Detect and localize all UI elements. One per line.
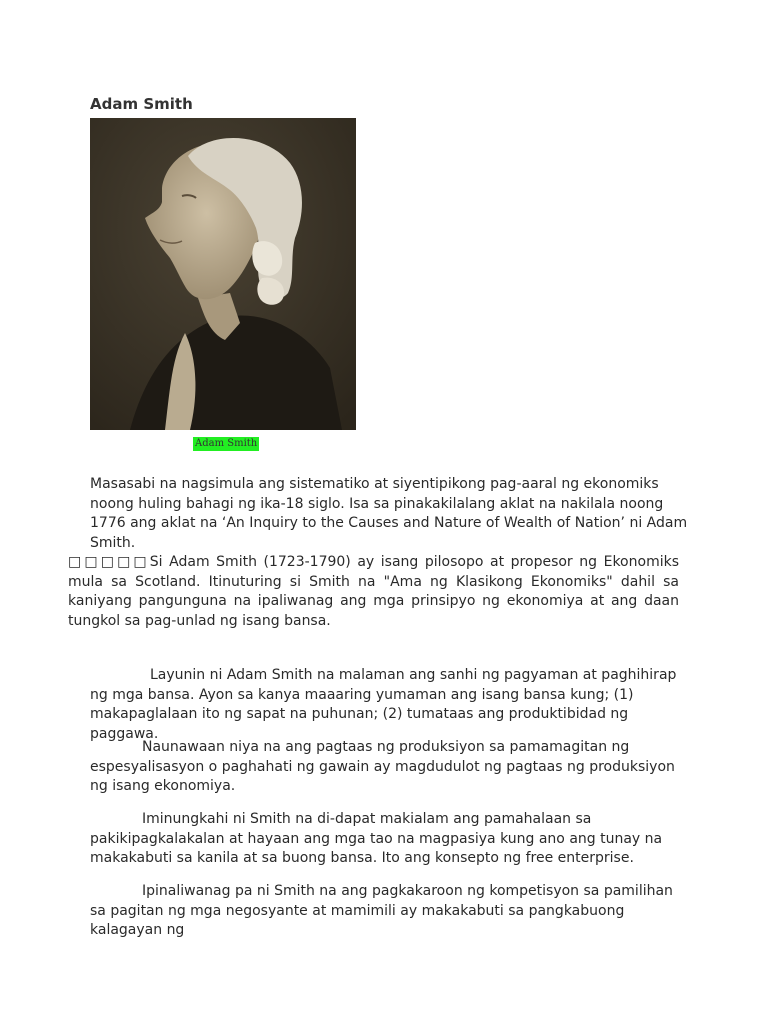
- page-title: Adam Smith: [90, 95, 193, 113]
- biography-paragraph: [68, 553, 679, 631]
- portrait-image: [90, 118, 356, 430]
- specialization-paragraph: Naunawaan niya na ang pagtaas ng produksiyon sa pamamagitan ng espesyalisasyon o paghahati ng gawain ay magdudulot ng pagtaas ng produksiyon ng isang ekonomiya.: [90, 739, 675, 794]
- competition-paragraph: Ipinaliwanag pa ni Smith na ang pagkakaroon ng kompetisyon sa pamilihan sa pagitan ng mga negosyante at mamimili ay makakabuti sa pangkabuong kalagayan ng: [90, 883, 673, 938]
- free-enterprise-paragraph: Iminungkahi ni Smith na di-dapat makialam ang pamahalaan sa pakikipagkalakalan at hayaan ang mga tao na magpasiya kung ano ang tunay na makakabuti sa kanila at sa buong bansa. Ito ang konsepto ng free enterprise.: [90, 811, 663, 866]
- intro-paragraph: Masasabi na nagsimula ang sistematiko at siyentipikong pag-aaral ng ekonomiks noong huling bahagi ng ika-18 siglo. Isa sa pinakakilalang aklat na nakilala noong 1776 ang aklat na ‘An Inquiry to the Causes and Nature of Wealth of Nation’ ni Adam Smith.: [90, 476, 688, 551]
- image-caption: Adam Smith: [195, 438, 258, 449]
- placeholder-glyphs: □□□□□: [68, 554, 150, 570]
- portrait-illustration: [90, 118, 356, 430]
- biography-text: Si Adam Smith (1723-1790) ay isang pilosopo at propesor ng Ekonomiks mula sa Scotland. Itinuturing si Smith na "Ama ng Klasikong Ekonomiks" dahil sa kaniyang pangunguna na ipaliwanag ang mga prinsipyo ng ekonomiya at ang daan tungkol sa pag-unlad ng isang bansa.: [68, 554, 679, 629]
- goal-paragraph: Layunin ni Adam Smith na malaman ang sanhi ng pagyaman at paghihirap ng mga bansa. Ayon sa kanya maaaring yumaman ang isang bansa kung; (1) makapaglalaan ito ng sapat na puhunan; (2) tumataas ang produktibidad ng paggawa.: [90, 667, 677, 742]
